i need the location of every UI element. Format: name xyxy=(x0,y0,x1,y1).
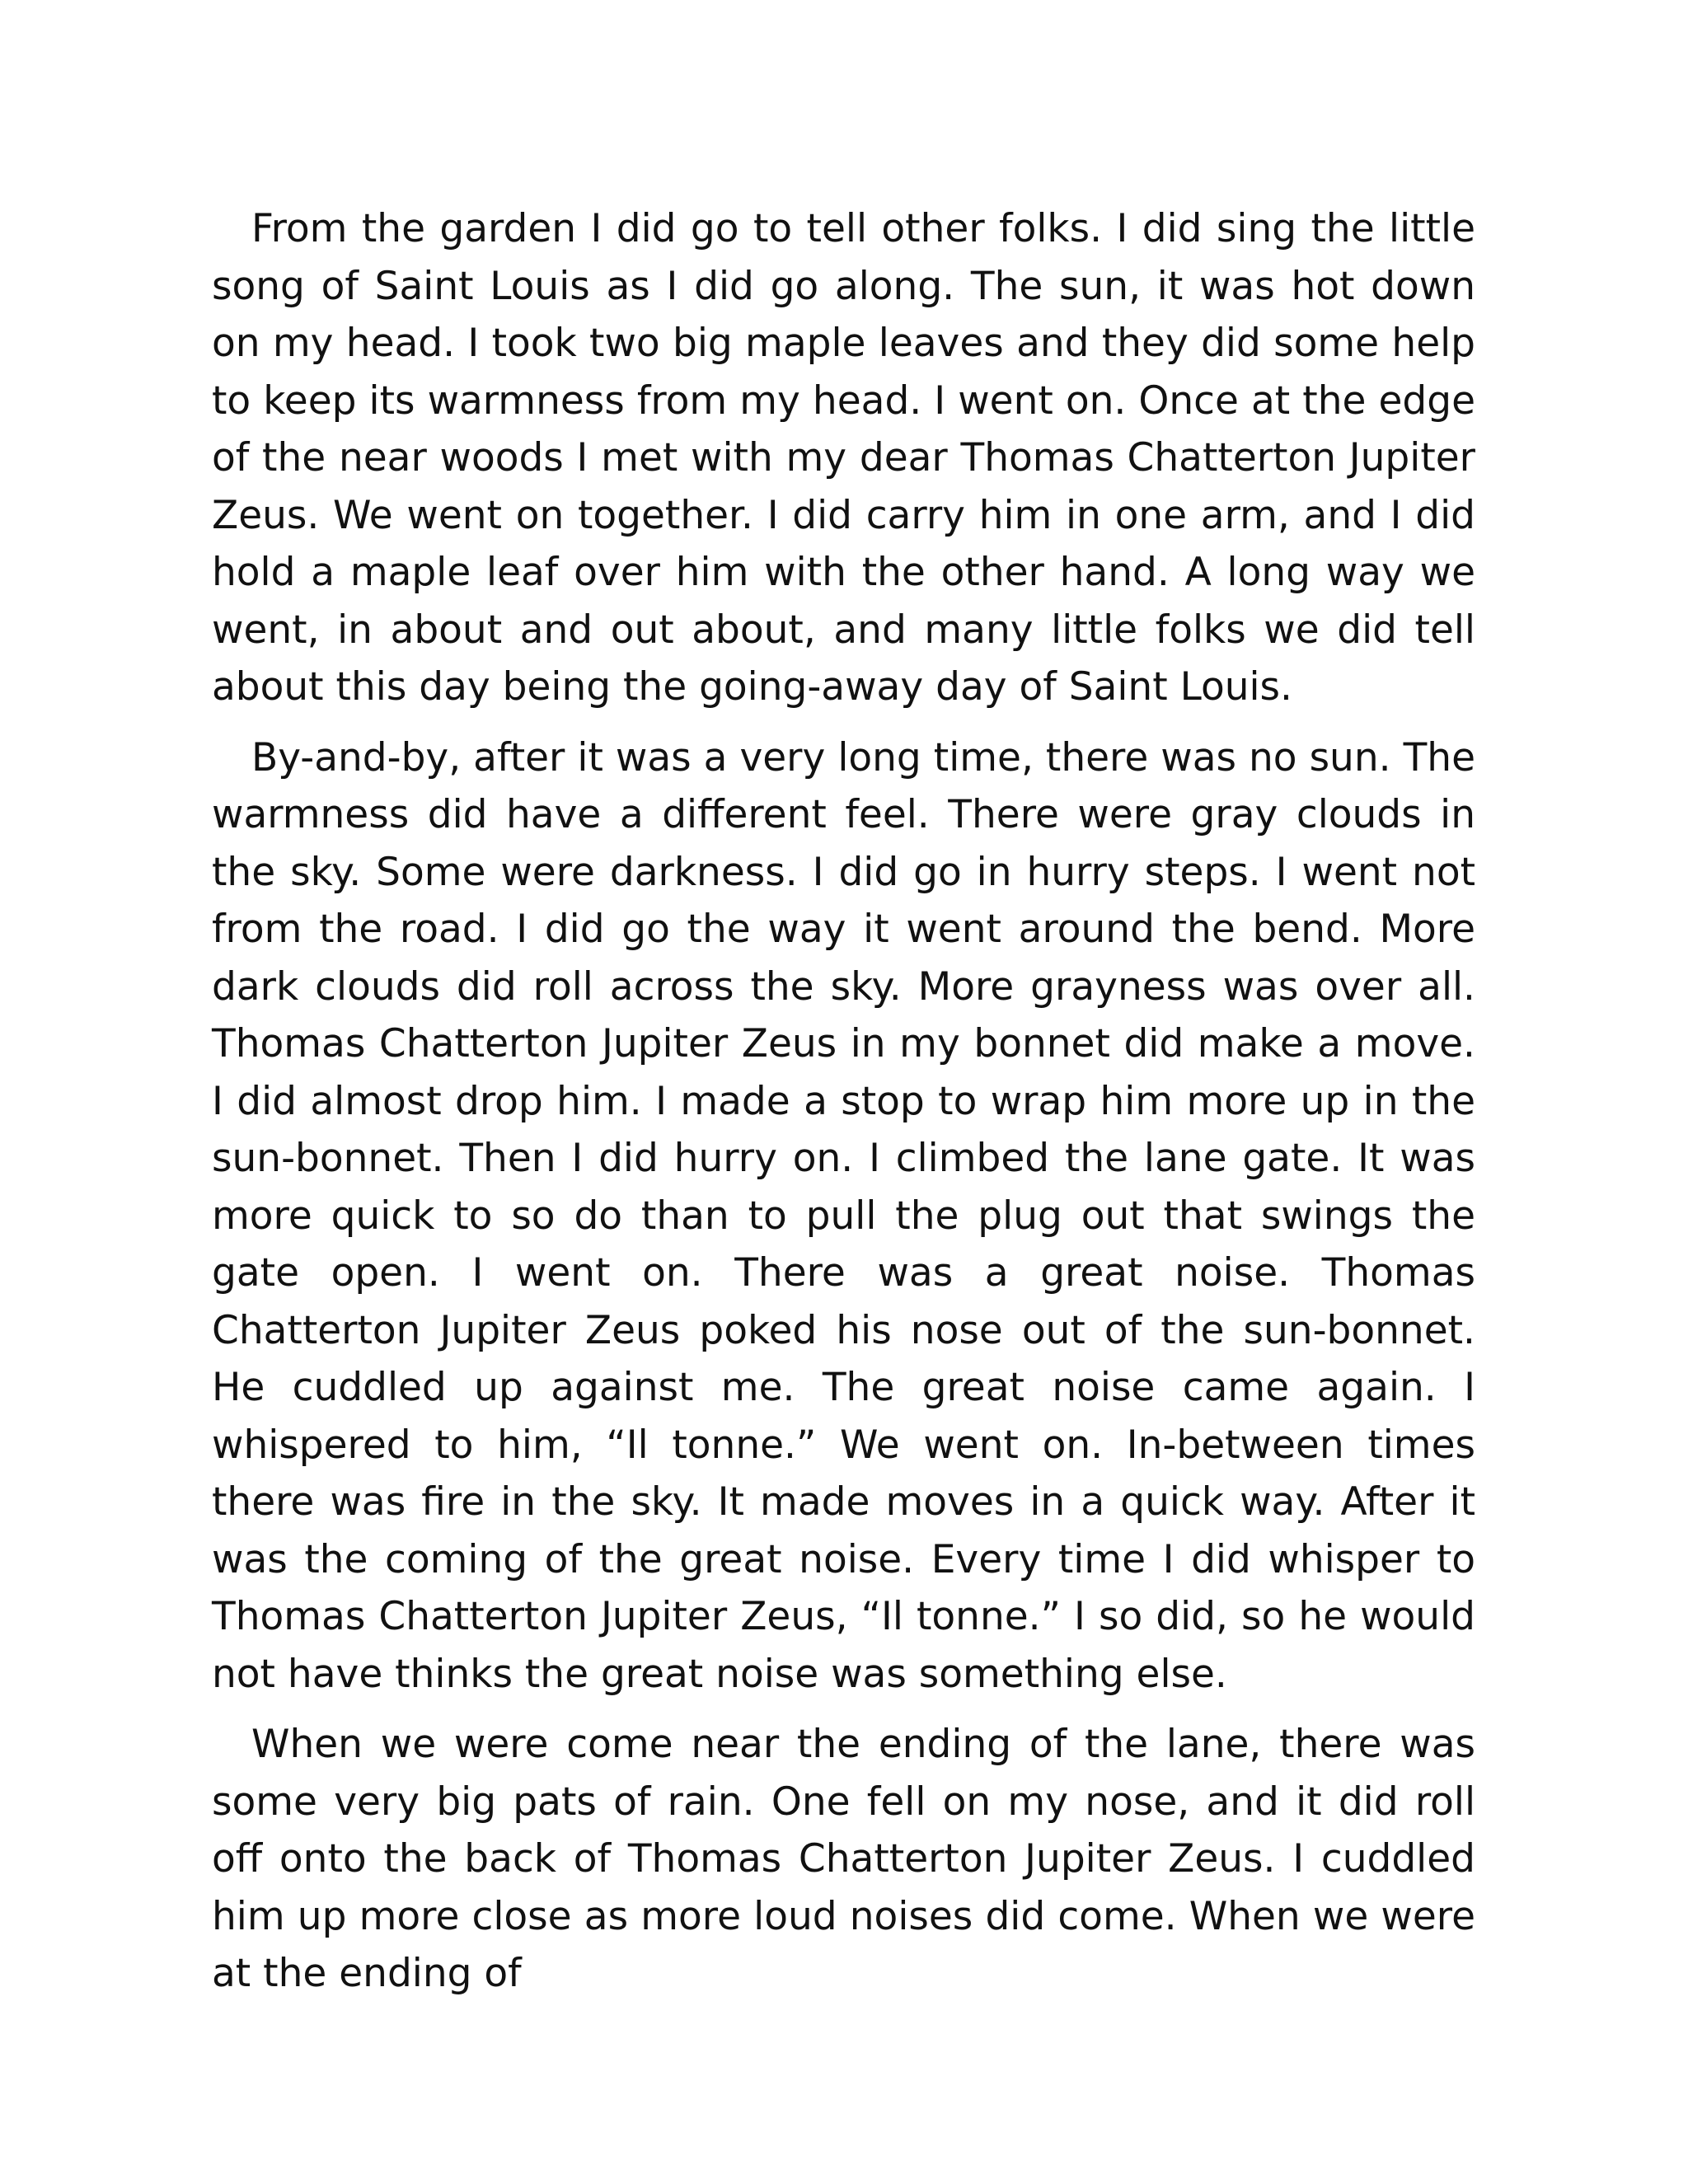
paragraph-3: When we were come near the ending of the lane, there was some very big pats of rain. One fell on my nose, and it did roll off onto the back of Thomas Chatterton Jupiter Zeus. I cuddled him up more close as more loud noises did come. When we were at the ending of xyxy=(212,1722,1475,1996)
paragraph-1: From the garden I did go to tell other folks. I did sing the little song of Saint Louis as I did go along. The sun, it was hot down on my head. I took two big maple leaves and they did some help to keep its warmness from my head. I went on. Once at the edge of the near woods I met with my dear Thomas Chatterton Jupiter Zeus. We went on together. I did carry him in one arm, and I did hold a maple leaf over him with the other hand. A long way we went, in about and out about, and many little folks we did tell about this day being the going-away day of Saint Louis. xyxy=(212,206,1475,710)
paragraph-2: By-and-by, after it was a very long time, there was no sun. The warmness did have a different feel. There were gray clouds in the sky. Some were darkness. I did go in hurry steps. I went not from the road. I did go the way it went around the bend. More dark clouds did roll across the sky. More grayness was over all. Thomas Chatterton Jupiter Zeus in my bonnet did make a move. I did almost drop him. I made a stop to wrap him more up in the sun-bonnet. Then I did hurry on. I climbed the lane gate. It was more quick to so do than to pull the plug out that swings the gate open. I went on. There was a great noise. Thomas Chatterton Jupiter Zeus poked his nose out of the sun-bonnet. He cuddled up against me. The great noise came again. I whispered to him, “Il tonne.” We went on. In-between times there was fire in the sky. It made moves in a quick way. After it was the coming of the great noise. Every time I did whisper to Thomas Chatterton Jupiter Zeus, “Il tonne.” I so did, so he would not have thinks the great noise was something else. xyxy=(212,734,1475,1697)
body-text xyxy=(212,200,1475,2016)
